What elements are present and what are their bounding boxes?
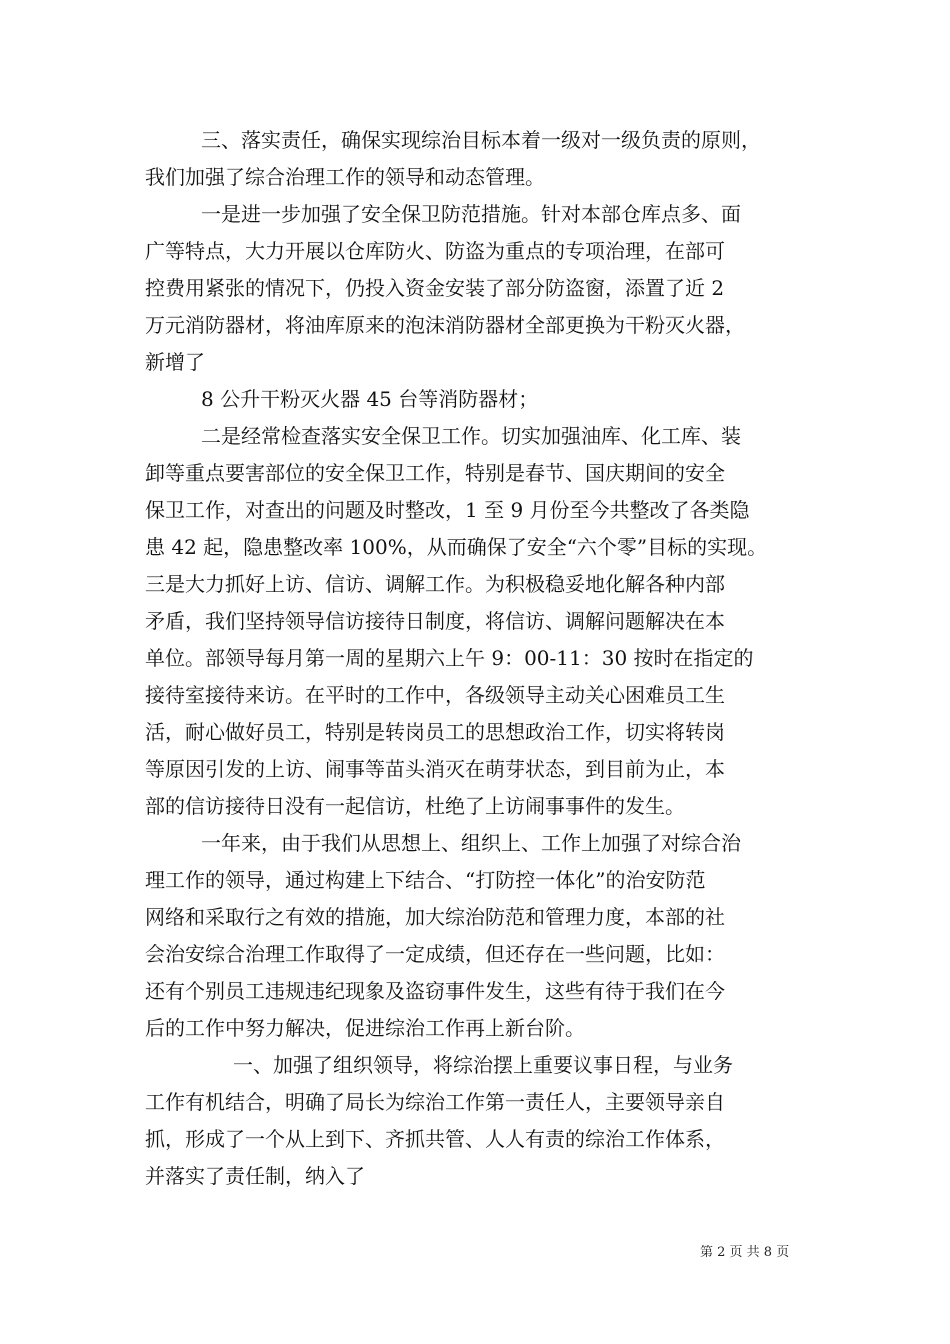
- text-line: 活，耐心做好员工，特别是转岗员工的思想政治工作，切实将转岗: [145, 720, 725, 744]
- text-line: 三是大力抓好上访、信访、调解工作。为积极稳妥地化解各种内部: [145, 572, 725, 596]
- text-line: 保卫工作，对查出的问题及时整改，1 至 9 月份至今共整改了各类隐: [145, 498, 750, 522]
- text-line: 矛盾，我们坚持领导信访接待日制度，将信访、调解问题解决在本: [145, 609, 725, 633]
- text-line: 8 公升干粉灭火器 45 台等消防器材；: [201, 387, 539, 411]
- text-line: 一、加强了组织领导，将综治摆上重要议事日程，与业务: [233, 1053, 733, 1077]
- text-line: 等原因引发的上访、闹事等苗头消灭在萌芽状态，到目前为止，本: [145, 757, 725, 781]
- text-line: 新增了: [145, 350, 205, 374]
- text-line: 并落实了责任制，纳入了: [145, 1164, 365, 1188]
- text-line: 理工作的领导，通过构建上下结合、“打防控一体化”的治安防范: [145, 868, 706, 892]
- text-line: 一年来，由于我们从思想上、组织上、工作上加强了对综合治: [201, 831, 741, 855]
- text-line: 工作有机结合，明确了局长为综治工作第一责任人，主要领导亲自: [145, 1090, 725, 1114]
- text-line: 抓，形成了一个从上到下、齐抓共管、人人有责的综治工作体系，: [145, 1127, 725, 1151]
- text-line: 接待室接待来访。在平时的工作中，各级领导主动关心困难员工生: [145, 683, 725, 707]
- text-line: 控费用紧张的情况下，仍投入资金安装了部分防盗窗，添置了近 2: [145, 276, 725, 300]
- text-line: 一是进一步加强了安全保卫防范措施。针对本部仓库点多、面: [201, 202, 741, 226]
- text-line: 二是经常检查落实安全保卫工作。切实加强油库、化工库、装: [201, 424, 741, 448]
- text-line: 我们加强了综合治理工作的领导和动态管理。: [145, 165, 545, 189]
- text-line: 三、落实责任，确保实现综治目标本着一级对一级负责的原则，: [201, 128, 761, 152]
- text-line: 还有个别员工违规违纪现象及盗窃事件发生，这些有待于我们在今: [145, 979, 725, 1003]
- page-number: 第 2 页 共 8 页: [700, 1245, 790, 1260]
- text-line: 患 42 起，隐患整改率 100%，从而确保了安全“六个零”目标的实现。: [145, 535, 768, 559]
- text-line: 部的信访接待日没有一起信访，杜绝了上访闹事事件的发生。: [145, 794, 685, 818]
- document-body: [145, 122, 810, 1195]
- text-line: 网络和采取行之有效的措施，加大综治防范和管理力度，本部的社: [145, 905, 725, 929]
- text-line: 万元消防器材，将油库原来的泡沫消防器材全部更换为干粉灭火器，: [145, 313, 745, 337]
- text-line: 卸等重点要害部位的安全保卫工作，特别是春节、国庆期间的安全: [145, 461, 725, 485]
- text-line: 会治安综合治理工作取得了一定成绩，但还存在一些问题，比如：: [145, 942, 725, 966]
- text-line: 后的工作中努力解决，促进综治工作再上新台阶。: [145, 1016, 585, 1040]
- text-line: 广等特点，大力开展以仓库防火、防盗为重点的专项治理，在部可: [145, 239, 725, 263]
- text-line: 单位。部领导每月第一周的星期六上午 9：00-11：30 按时在指定的: [145, 646, 754, 670]
